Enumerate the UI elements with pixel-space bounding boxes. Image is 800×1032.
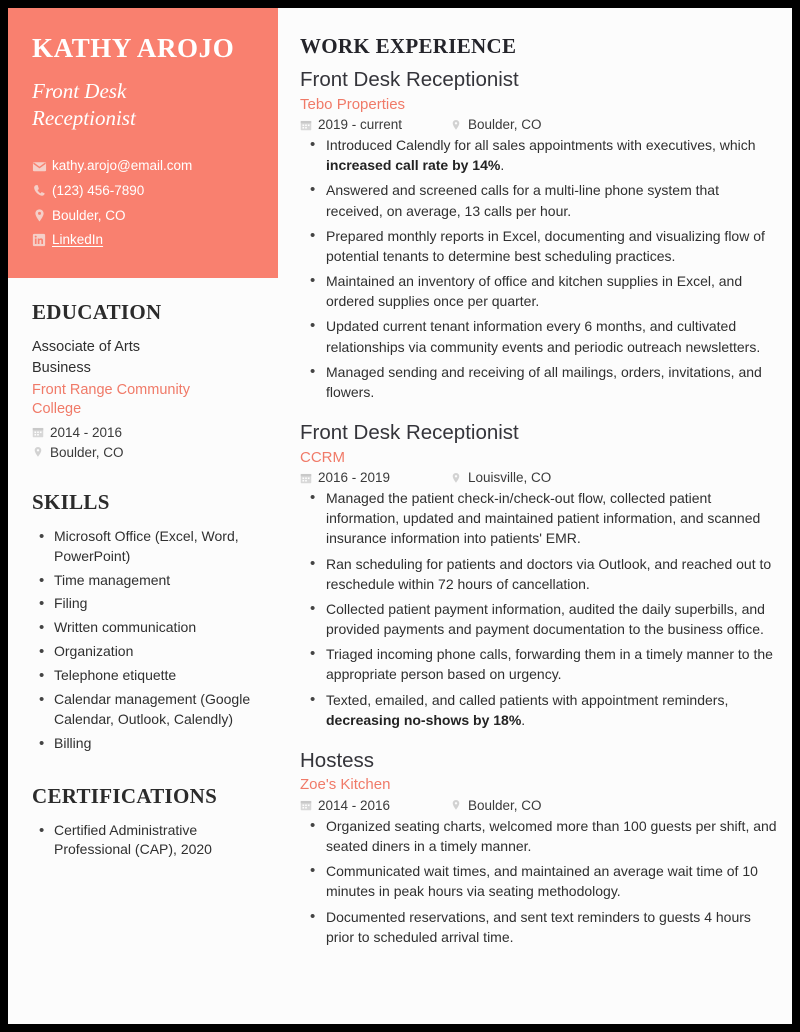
list-item: • Triaged incoming phone calls, forwarding them in a timely manner to the appropriate person based on urgency. <box>300 644 778 684</box>
calendar-icon <box>32 426 50 438</box>
job-location-row <box>450 117 542 132</box>
list-item: • Updated current tenant information every 6 months, and cultivated relationships via community events and periodic outreach newsletters. <box>300 316 778 356</box>
job-bullets <box>300 135 778 402</box>
job-company: CCRM <box>300 448 345 466</box>
list-item: • Texted, emailed, and called patients with appointment reminders, decreasing no-shows by 18%. <box>300 690 778 730</box>
job-role: Front Desk Receptionist <box>300 68 519 91</box>
calendar-icon <box>300 472 318 484</box>
contact-location-text: Boulder, CO <box>52 207 126 223</box>
contact-phone-text: (123) 456-7890 <box>52 182 145 198</box>
location-pin-icon <box>32 446 50 458</box>
skills-section <box>32 490 254 754</box>
education-location-row <box>32 445 254 460</box>
skills-list <box>32 527 254 754</box>
job-entry <box>300 67 778 402</box>
job-dates-row <box>300 798 450 813</box>
job-company: Zoe's Kitchen <box>300 776 391 794</box>
job-role: Hostess <box>300 748 375 772</box>
list-item: • Introduced Calendly for all sales appointments with executives, which increased call rate by 14%. <box>300 135 778 175</box>
job-dates-row <box>300 470 450 485</box>
job-entry <box>300 420 778 730</box>
job-location: Louisville, CO <box>468 470 552 486</box>
list-item: • Ran scheduling for patients and doctors via Outlook, and reached out to reschedule within 72 hours of cancellation. <box>300 554 778 594</box>
education-dates-row <box>32 425 254 440</box>
list-item: • Time management <box>32 571 254 591</box>
job-location: Boulder, CO <box>468 797 542 813</box>
list-item: • Managed the patient check-in/check-out flow, collected patient information, updated and maintained patient information, and scanned insurance information into patients' EMR. <box>300 488 778 548</box>
job-dates: 2016 - 2019 <box>318 470 391 486</box>
list-item: • Prepared monthly reports in Excel, documenting and visualizing flow of potential tenants to determine best scheduling practices. <box>300 226 778 266</box>
education-field: Business <box>32 359 91 376</box>
contact-email[interactable] <box>32 157 254 175</box>
contact-email-text: kathy.arojo@email.com <box>52 158 193 174</box>
list-item: • Documented reservations, and sent text reminders to guests 4 hours prior to scheduled arrival time. <box>300 907 778 947</box>
contact-phone[interactable] <box>32 182 254 200</box>
education-location: Boulder, CO <box>50 444 124 460</box>
list-item: • Answered and screened calls for a multi-line phone system that received, on average, 13 calls per hour. <box>300 180 778 220</box>
phone-icon <box>32 183 52 198</box>
work-experience-heading: WORK EXPERIENCE <box>300 34 517 58</box>
main-content <box>300 8 778 965</box>
contact-linkedin-text[interactable]: LinkedIn <box>52 232 104 248</box>
job-meta <box>300 798 778 813</box>
list-item: • Maintained an inventory of office and kitchen supplies in Excel, and ordered supplies once per quarter. <box>300 271 778 311</box>
job-bullets <box>300 488 778 730</box>
job-location-row <box>450 798 542 813</box>
job-dates-row <box>300 117 450 132</box>
job-location: Boulder, CO <box>468 117 542 133</box>
location-pin-icon <box>450 472 468 484</box>
job-location-row <box>450 470 551 485</box>
list-item: • Organized seating charts, welcomed more than 100 guests per shift, and seated diners in a timely manner. <box>300 816 778 856</box>
sidebar-header-block <box>8 8 278 278</box>
job-bullets <box>300 816 778 947</box>
page-title: KATHY AROJO <box>32 33 235 63</box>
list-item: • Communicated wait times, and maintained an average wait time of 10 minutes in peak hours via seating methodology. <box>300 861 778 901</box>
list-item: • Filing <box>32 594 254 614</box>
job-meta <box>300 470 778 485</box>
calendar-icon <box>300 799 318 811</box>
certifications-list <box>32 821 254 861</box>
calendar-icon <box>300 119 318 131</box>
candidate-job-title: Front Desk Receptionist <box>32 78 136 130</box>
list-item: • Certified Administrative Professional (CAP), 2020 <box>32 821 254 861</box>
list-item: • Calendar management (Google Calendar, Outlook, Calendly) <box>32 690 254 730</box>
job-meta <box>300 117 778 132</box>
education-school: Front Range Community College <box>32 381 190 418</box>
contact-location <box>32 207 254 225</box>
sidebar <box>8 8 278 1024</box>
education-section <box>32 300 254 460</box>
contact-linkedin[interactable] <box>32 231 254 249</box>
certifications-section <box>32 784 254 861</box>
list-item: • Organization <box>32 642 254 662</box>
job-dates: 2014 - 2016 <box>318 797 391 813</box>
list-item: • Telephone etiquette <box>32 666 254 686</box>
education-degree: Associate of Arts <box>32 338 140 355</box>
resume-page <box>8 8 792 1024</box>
sidebar-body <box>8 278 278 861</box>
certifications-heading: CERTIFICATIONS <box>32 783 218 808</box>
education-heading: EDUCATION <box>32 299 162 324</box>
job-entry <box>300 748 778 947</box>
list-item: • Billing <box>32 734 254 754</box>
list-item: • Managed sending and receiving of all mailings, orders, invitations, and flowers. <box>300 362 778 402</box>
location-pin-icon <box>32 208 52 223</box>
job-role: Front Desk Receptionist <box>300 421 519 444</box>
envelope-icon <box>32 159 52 174</box>
job-dates: 2019 - current <box>318 117 403 133</box>
skills-heading: SKILLS <box>32 489 110 514</box>
location-pin-icon <box>450 799 468 811</box>
list-item: • Written communication <box>32 618 254 638</box>
list-item: • Collected patient payment information, audited the daily superbills, and provided payments and payment documentation to the business office. <box>300 599 778 639</box>
location-pin-icon <box>450 119 468 131</box>
linkedin-icon <box>32 233 52 247</box>
education-dates: 2014 - 2016 <box>50 424 123 440</box>
job-company: Tebo Properties <box>300 95 406 113</box>
list-item: • Microsoft Office (Excel, Word, PowerPoint) <box>32 527 254 567</box>
